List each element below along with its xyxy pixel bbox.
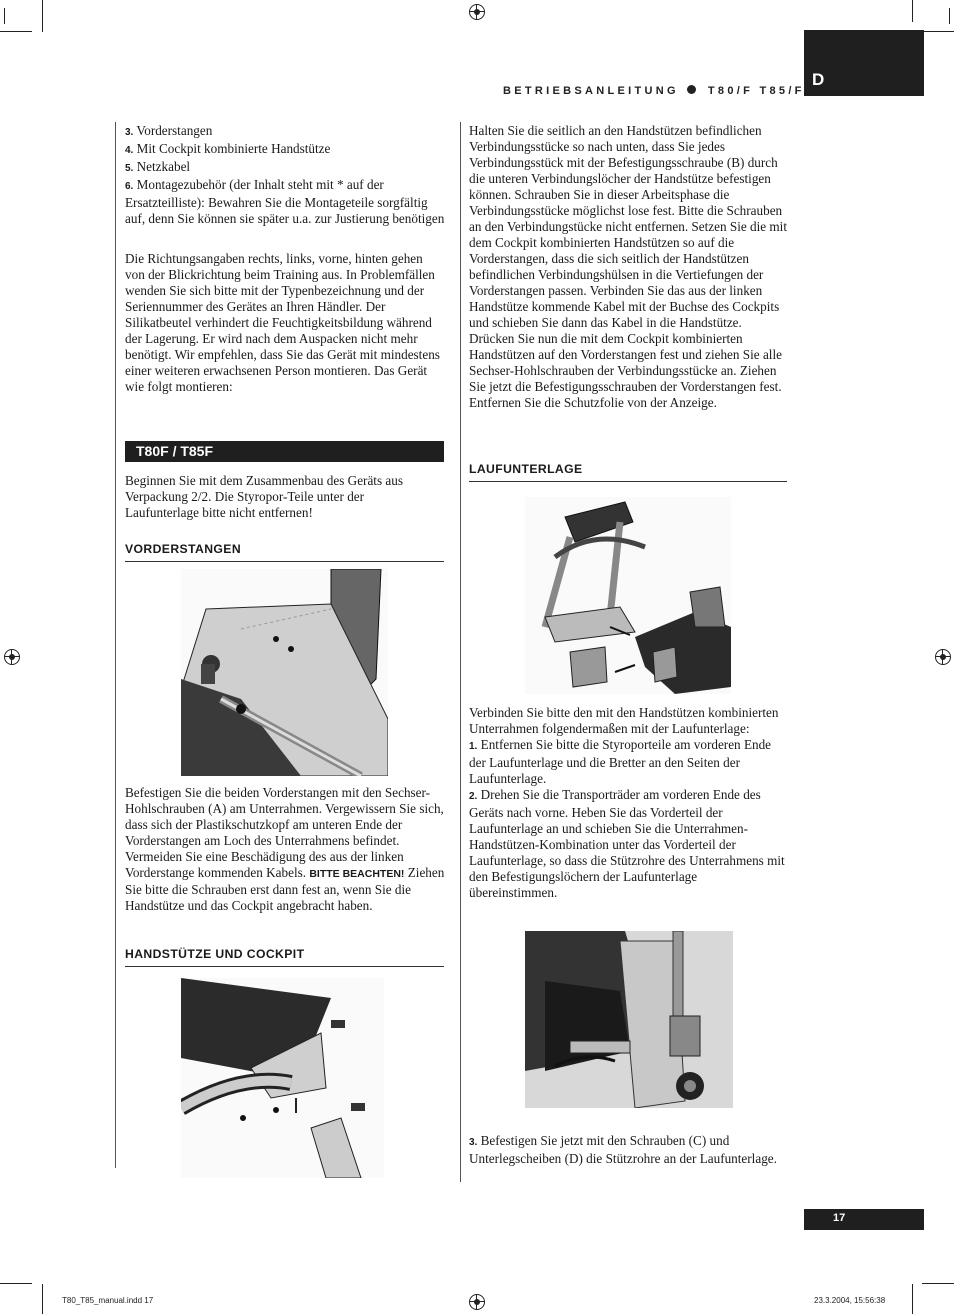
subheading-handstuetze: HANDSTÜTZE UND COCKPIT <box>125 947 305 961</box>
slug-filename: T80_T85_manual.indd 17 <box>62 1296 154 1305</box>
laufunterlage-step3 <box>469 1133 787 1167</box>
crop-mark <box>42 0 43 32</box>
section-title: T80F / T85F <box>136 443 214 459</box>
section-paragraph: Beginnen Sie mit dem Zusammenbau des Geräts aus Verpackung 2/2. Die Styropor-Teile unter der Laufunterlage bitte nicht entfernen! <box>125 473 403 520</box>
header-title: BETRIEBSANLEITUNG <box>503 85 679 97</box>
illustration-laufunterlage-2 <box>525 931 733 1108</box>
list-item: 3. Vorderstangen <box>125 123 213 138</box>
language-tab-letter: D <box>812 70 825 89</box>
subheading-vorderstangen: VORDERSTANGEN <box>125 542 242 556</box>
list-item: 4. Mit Cockpit kombinierte Handstütze <box>125 141 331 156</box>
list-item: 3. Befestigen Sie jetzt mit den Schrauben (C) und Unterlegscheiben (D) die Stützrohre an der Laufunterlage. <box>469 1133 777 1166</box>
handstuetze-paragraph: Halten Sie die seitlich an den Handstützen befindlichen Verbindungsstücke so nach unten, dass Sie jedes Verbindungsstück mit der Befestigungsschraube (B) durch die unteren Verbindungslöcher der Handstütze befestigen können. Schrauben Sie in dieser Arbeitsphase die Verbindungsstücke möglichst lose fest. Bitte die Schrauben an den Verbindungstücke nicht entfernen. Setzen Sie die mit dem Cockpit kombinierten Handstützen so auf die Vorderstangen, dass die sich seitlich der Handstützen befindlichen Verbindungshülsen in die Vertiefungen der Vorderstangen passen. Verbinden Sie das aus der linken Handstütze kommende Kabel mit der Buchse des Cockpits und schieben Sie dann das Kabel in die Handstütze. Drücken Sie nun die mit dem Cockpit kombinierten Handstützen auf den Vorderstangen fest und ziehen Sie alle Sechser-Hohlschrauben der Verbindungsstücke an. Ziehen Sie jetzt die Befestigungsschrauben der Vorderstangen fest. Entfernen Sie die Schutzfolie von der Anzeige. <box>469 123 787 410</box>
list-item: 5. Netzkabel <box>125 159 191 174</box>
illustration-vorderstangen <box>181 569 388 776</box>
column-divider-middle <box>460 122 461 1182</box>
subheading-rule <box>125 966 444 967</box>
subheading-rule <box>125 561 444 562</box>
laufunterlage-paragraph: Verbinden Sie bitte den mit den Handstützen kombinierten Unterrahmen folgendermaßen mit der Laufunterlage: 1. Entfernen Sie bitte die Styroporteile am vorderen Ende der Laufunterlage und die Bretter an den Seiten der Laufunterlage. 2. Drehen Sie die Transporträder am vorderen Ende des Geräts nach vorne. Heben Sie das Vorderteil der Laufunterlage an und schieben Sie die Unterrahmen-Handstützen-Kombination unter das Vorderteil der Laufunterlage, so dass die Stützrohre des Unterrahmens mit den Befestigungslöchern der Laufunterlage übereinstimmen. <box>469 705 787 901</box>
column-divider-left <box>115 122 116 1168</box>
list-item: 1. Entfernen Sie bitte die Styroporteile am vorderen Ende der Laufunterlage und die Bretter an den Seiten der Laufunterlage. <box>469 737 772 786</box>
crop-mark <box>922 1283 954 1284</box>
crop-mark <box>0 31 32 32</box>
header-model: T80/F T85/F <box>707 85 805 97</box>
parts-list <box>125 123 445 227</box>
crop-mark <box>912 0 913 22</box>
list-item: 2. Drehen Sie die Transporträder am vorderen Ende des Geräts nach vorne. Heben Sie das Vorderteil der Laufunterlage an und schieben Sie die Unterrahmen-Handstützen-Kombination unter das Vorderteil der Laufunterlage, so dass die Stützrohre des Unterrahmens mit den Befestigungslöchern der Laufunterlage übereinstimmen. <box>469 787 785 900</box>
crop-mark <box>42 1284 43 1314</box>
page-number-tab <box>804 1209 924 1230</box>
slug-timestamp: 23.3.2004, 15:56:38 <box>814 1296 886 1305</box>
vorderstangen-paragraph: Befestigen Sie die beiden Vorderstangen mit den Sechser-Hohlschrauben (A) am Unterrahmen. Vergewissern Sie sich, dass sich der Plastikschutzkopf am unteren Ende der Vorderstangen am Loch des Unterrahmens befindet. Vermeiden Sie eine Beschädigung des aus der linken Vorderstange kommenden Kabels. BITTE BEACHTEN! Ziehen Sie bitte die Schrauben erst dann fest an, wenn Sie die Handstütze und das Cockpit angebracht haben. <box>125 785 445 913</box>
crop-mark <box>0 1283 32 1284</box>
intro-paragraph: Die Richtungsangaben rechts, links, vorne, hinten gehen von der Blickrichtung beim Training aus. In Problemfällen wenden Sie sich bitte mit der Typenbezeichnung und der Seriennummer des Gerätes an Ihren Händler. Der Silikatbeutel verhindert die Feuchtigkeitsbildung während der Lagerung. Er wird nach dem Auspacken nicht mehr benötigt. Wir empfehlen, dass Sie das Gerät mit mindestens einer weiteren erwachsenen Person montieren. Das Gerät wie folgt montieren: <box>125 251 440 394</box>
illustration-laufunterlage-1 <box>525 497 731 694</box>
crop-mark <box>949 8 950 24</box>
language-tab <box>804 30 924 96</box>
illustration-handstuetze <box>181 978 384 1178</box>
bullet-icon <box>687 85 696 94</box>
subheading-laufunterlage: LAUFUNTERLAGE <box>469 462 583 476</box>
crop-mark <box>912 1284 913 1314</box>
registration-mark-icon <box>4 649 20 665</box>
registration-mark-icon <box>469 4 485 20</box>
running-header <box>503 85 805 97</box>
list-item: 6. Montagezubehör (der Inhalt steht mit * auf der Ersatzteilliste): Bewahren Sie die Montageteile sorgfältig auf, denn Sie können sie später u.a. zur Justierung benötigen <box>125 177 445 226</box>
section-title-bar <box>125 441 444 462</box>
registration-mark-icon <box>935 649 951 665</box>
note-label: BITTE BEACHTEN! <box>309 868 405 880</box>
registration-mark-icon <box>469 1294 485 1310</box>
crop-mark <box>922 31 954 32</box>
crop-mark <box>4 8 5 24</box>
page-number: 17 <box>833 1212 846 1224</box>
subheading-rule <box>469 481 787 482</box>
